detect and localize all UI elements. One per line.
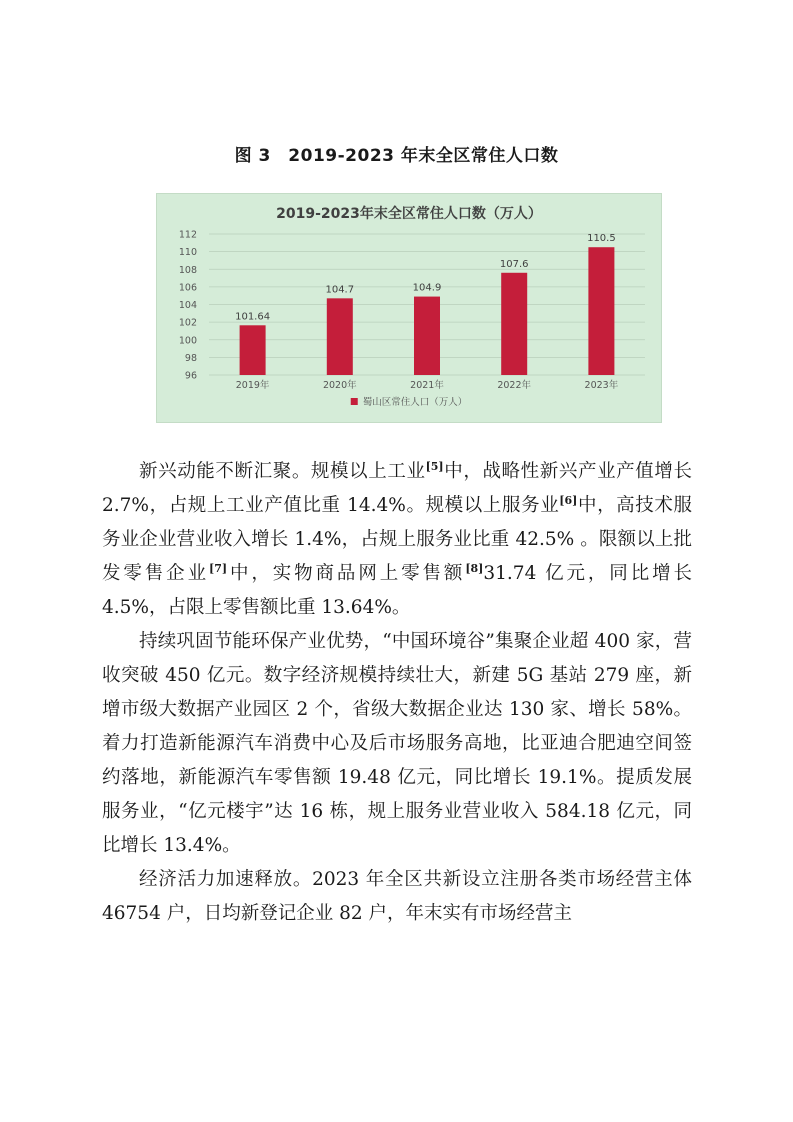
y-tick-label: 98	[184, 352, 197, 364]
data-label: 104.7	[325, 284, 355, 296]
x-tick-label: 2023年	[584, 380, 619, 391]
population-bar-chart	[156, 193, 662, 423]
paragraph-text: 中，实物商品网上零售额	[227, 563, 466, 584]
footnote-ref: [5]	[425, 460, 444, 473]
bar	[588, 247, 614, 375]
paragraph-text: 中，高技术服务业企业营业收入增长 1.4%，占规上服务业比重 42.5% 。限额以上批发零售企业	[102, 495, 692, 584]
chart-title: 2019-2023年末全区常住人口数（万人）	[276, 206, 542, 222]
bar	[240, 325, 266, 375]
paragraph	[102, 863, 692, 931]
y-tick-label: 100	[178, 335, 197, 347]
data-label: 101.64	[235, 311, 271, 323]
body-text	[102, 455, 692, 931]
y-tick-label: 110	[178, 247, 197, 259]
legend-label: 蜀山区常住人口（万人）	[362, 397, 468, 408]
chart-svg	[157, 194, 661, 422]
paragraph	[102, 625, 692, 863]
footnote-ref: [6]	[559, 494, 578, 507]
paragraph-text: 中，战略性新兴产业产值增长 2.7%，占规上工业产值比重 14.4%。规模以上服务业	[102, 461, 692, 516]
data-label: 104.9	[412, 282, 442, 294]
legend-swatch	[351, 398, 358, 405]
paragraph-text: 经济活力加速释放。2023 年全区共新设立注册各类市场经营主体 46754 户，日均新登记企业 82 户，年末实有市场经营主	[102, 869, 692, 924]
bar	[327, 298, 353, 375]
bar	[414, 297, 440, 375]
bar	[501, 273, 527, 375]
footnote-ref: [8]	[465, 562, 484, 575]
paragraph-text: 新兴动能不断汇聚。规模以上工业	[139, 461, 426, 482]
y-tick-label: 106	[178, 282, 197, 294]
figure-caption: 图 3 2019-2023 年末全区常住人口数	[234, 146, 559, 166]
y-tick-label: 104	[178, 300, 197, 311]
y-tick-label: 108	[178, 264, 197, 276]
y-tick-label: 102	[178, 317, 197, 329]
paragraph-text: 持续巩固节能环保产业优势，“中国环境谷”集聚企业超 400 家，营收突破 450 亿元。数字经济规模持续壮大，新建 5G 基站 279 座，新增市级大数据产业园区 2 个，省级大数据企业达 130 家、增长 58%。着力打造新能源汽车消费中心及后市场服务高地，比亚迪合肥迪空间签约落地，新能源汽车零售额 19.48 亿元，同比增长 19.1%。提质发展服务业，“亿元楼宇”达 16 栋，规上服务业营业收入 584.18 亿元，同比增长 13.4%。	[102, 631, 692, 856]
x-tick-label: 2019年	[235, 380, 270, 391]
data-label: 110.5	[587, 233, 616, 245]
y-tick-label: 112	[178, 229, 197, 241]
x-tick-label: 2020年	[322, 380, 357, 391]
paragraph-text: 31.74 亿元，同比增长 4.5%，占限上零售额比重 13.64%。	[102, 563, 692, 618]
paragraph	[102, 455, 692, 625]
footnote-ref: [7]	[208, 562, 228, 575]
x-tick-label: 2022年	[497, 380, 532, 391]
x-tick-label: 2021年	[410, 380, 444, 391]
data-label: 107.6	[499, 258, 529, 270]
y-tick-label: 96	[184, 370, 197, 382]
